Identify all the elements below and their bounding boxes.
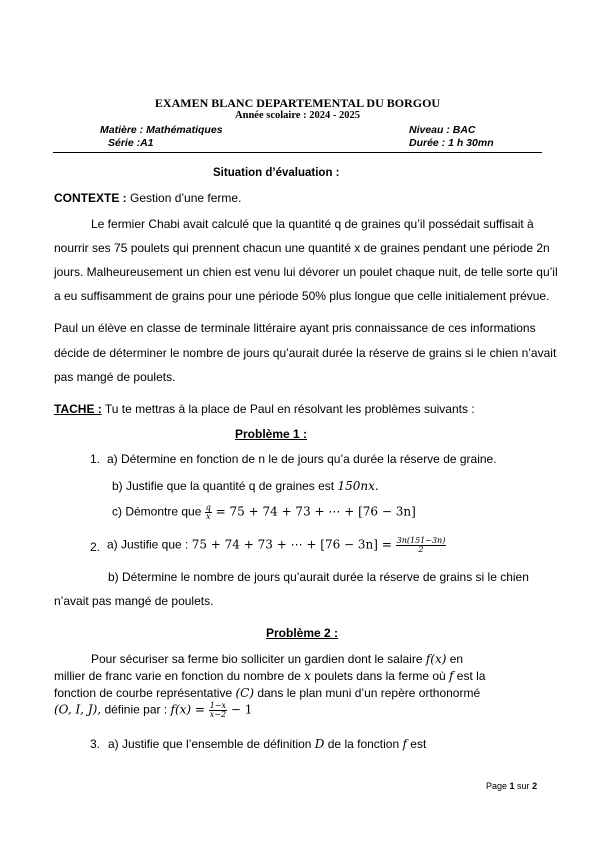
q2a-fraction-denominator: 2: [418, 545, 424, 554]
q2a-fraction: [396, 537, 447, 554]
page-prefix: Page: [486, 781, 510, 791]
q1-number: 1.: [90, 452, 101, 466]
q2a-text: a) Justifie que :: [107, 537, 192, 552]
problem2-math: x: [304, 669, 311, 683]
context-paragraph-line: jours. Malheureusement un chien est venu lui dévorer un poulet chaque nuit, de telle sorte qu’il: [54, 265, 558, 279]
problem2-math: − 1: [227, 702, 253, 717]
problem2-math: (O, I, J),: [54, 702, 102, 717]
header-divider: [53, 152, 542, 153]
q2a-fraction-numerator: 3n(151−3n): [396, 536, 446, 545]
task-text: Tu te mettras à la place de Paul en résolvant les problèmes suivants :: [101, 402, 475, 416]
q2b-line2: n’avait pas mangé de poulets.: [54, 594, 214, 608]
context-paragraph-line: pas mangé de poulets.: [54, 370, 176, 384]
problem2-math: f(x): [425, 652, 447, 666]
context-text: Gestion d’une ferme.: [126, 191, 242, 205]
q1a-text: a) Détermine en fonction de n le de jours qu’a durée la réserve de graine.: [107, 452, 497, 466]
problem1-title: Problème 1 :: [235, 427, 308, 441]
exam-title: EXAMEN BLANC DEPARTEMENTAL DU BORGOU: [154, 96, 441, 110]
q1c-text: c) Démontre que: [112, 504, 205, 519]
task-line: [54, 402, 475, 416]
q3a-text: de la fonction: [324, 737, 403, 751]
task-label: TACHE :: [54, 402, 102, 416]
problem2-math: f: [449, 669, 454, 683]
q3a-text: a) Justifie que l’ensemble de définition: [108, 737, 315, 751]
context-paragraph-line: nourrir ses 75 poulets qui prennent chacun une quantité x de graines pendant une période 2n: [54, 241, 550, 255]
q2a-math: 75 + 74 + 73 + ⋯ + [76 − 3n] =: [191, 537, 396, 552]
q1c-math: = 75 + 74 + 73 + ⋯ + [76 − 3n]: [211, 504, 416, 519]
series-label: Série :A1: [108, 137, 154, 149]
function-fraction-denominator: x−2: [209, 710, 227, 719]
problem2-line: [54, 702, 252, 719]
situation-title: Situation d’évaluation :: [213, 167, 340, 179]
context-paragraph-line: décide de déterminer le nombre de jours qu’aurait durée la réserve de grains si le chien n’avait: [54, 346, 557, 360]
level-label: Niveau : BAC: [409, 124, 476, 136]
problem2-text: Pour sécuriser sa ferme bio solliciter un gardien dont le salaire: [91, 652, 426, 666]
problem2-title: Problème 2 :: [266, 626, 339, 640]
function-fraction-numerator: 1−x: [209, 701, 227, 710]
problem2-line: [91, 652, 463, 666]
function-fraction: [209, 702, 227, 719]
problem2-text: poulets dans la ferme où: [310, 669, 450, 683]
q2-number: 2.: [90, 540, 101, 554]
q3-number: 3.: [90, 737, 101, 751]
problem2-text: définie par :: [101, 702, 171, 717]
problem2-line: [54, 686, 480, 700]
q3a-text: est: [406, 737, 427, 751]
q3a-math: f: [402, 737, 407, 751]
problem2-text: en: [446, 652, 464, 666]
problem2-math: f(x) =: [170, 702, 209, 717]
q3a-line: [108, 737, 426, 751]
problem2-line: [54, 669, 485, 683]
problem2-text: est la: [453, 669, 486, 683]
problem2-math: (C): [235, 686, 254, 700]
subject-label: Matière : Mathématiques: [100, 124, 223, 136]
q1c-fraction-denominator: x: [206, 512, 211, 521]
q1b-line: [112, 479, 379, 493]
page-number: [486, 781, 537, 791]
context-paragraph-line: Paul un élève en classe de terminale littéraire ayant pris connaissance de ces informations: [54, 321, 536, 335]
context-paragraph-line: a eu suffisamment de grains pour une période 50% plus longue que celle initialement prévue.: [54, 289, 550, 303]
problem2-text: dans le plan muni d’un repère orthonormé: [254, 686, 481, 700]
context-paragraph-line: Le fermier Chabi avait calculé que la quantité q de graines qu’il possédait suffisait à: [91, 217, 534, 231]
q3a-math: D: [314, 737, 325, 751]
context-label: CONTEXTE :: [54, 191, 127, 205]
problem2-text: millier de franc varie en fonction du nombre de: [54, 669, 305, 683]
page-total: 2: [532, 781, 538, 791]
q1b-text: b) Justifie que la quantité q de graines est: [112, 479, 338, 493]
q1c-fraction: [205, 504, 212, 521]
context-line: [54, 191, 241, 205]
page-current: 1: [509, 781, 515, 791]
page-separator: sur: [514, 781, 533, 791]
school-year: Année scolaire : 2024 - 2025: [235, 110, 360, 121]
q2b-line1: b) Détermine le nombre de jours qu’aurait durée la réserve de grains si le chien: [108, 570, 529, 584]
q1c-line: [112, 504, 416, 521]
q1c-fraction-numerator: q: [205, 503, 211, 512]
q1b-math: 150nx.: [337, 479, 379, 493]
duration-label: Durée : 1 h 30mn: [409, 137, 494, 149]
q2a-line: [107, 537, 446, 554]
problem2-text: fonction de courbe représentative: [54, 686, 236, 700]
